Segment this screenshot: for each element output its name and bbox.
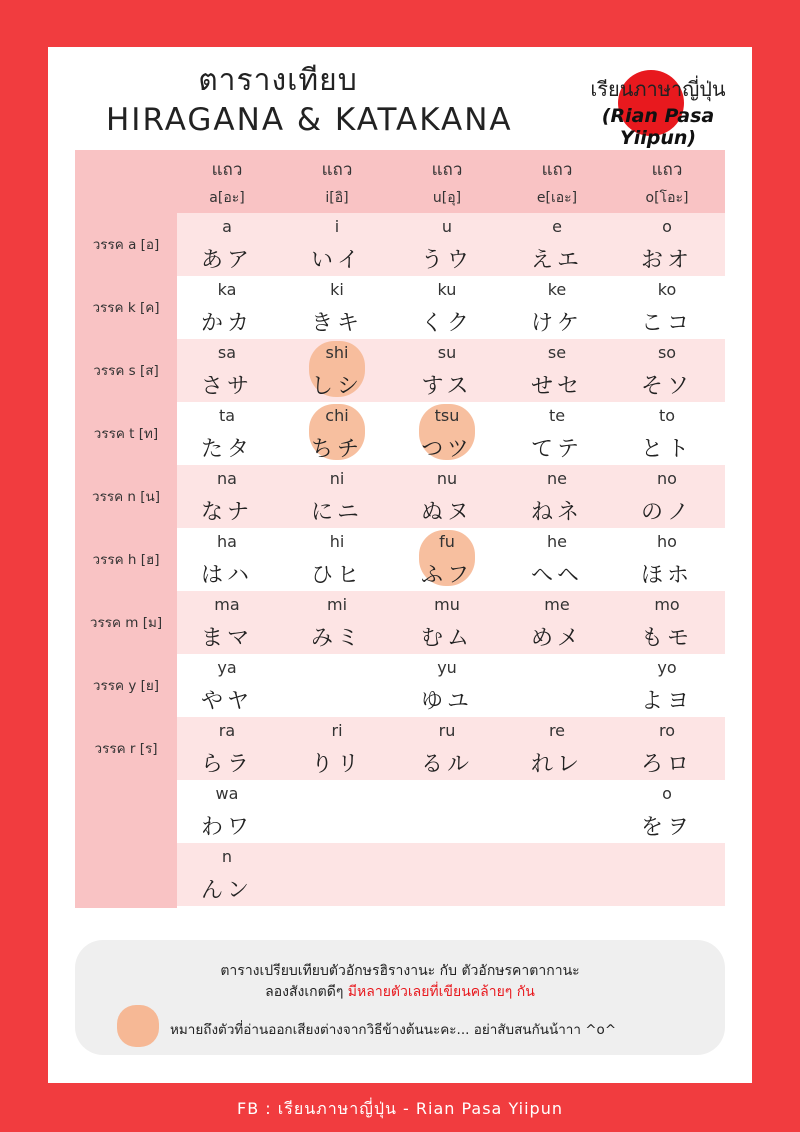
kana-pair: まマ (200, 626, 253, 651)
romaji-label: no (657, 469, 677, 488)
row-label: วรรค h [ฮ] (92, 552, 160, 568)
kana-pair: くク (420, 311, 473, 336)
kana-pair: つツ (421, 437, 473, 462)
romaji-label: te (548, 406, 566, 425)
kana-pair: せセ (530, 374, 583, 399)
row-label: วรรค n [น] (91, 489, 160, 505)
note-box (75, 940, 725, 1055)
logo-english: (Rian Pasa Yiipun) (601, 105, 715, 149)
row-label: วรรค a [อ] (92, 237, 160, 253)
romaji-label: ko (657, 280, 677, 299)
kana-pair: わワ (200, 815, 253, 840)
kana-pair: やヤ (200, 689, 253, 714)
row-label: วรรค y [ย] (92, 678, 160, 694)
column-header-2 (392, 156, 502, 209)
column-header-4 (612, 156, 722, 209)
kana-pair: めメ (530, 626, 583, 651)
kana-pair: けケ (530, 311, 583, 336)
column-header-sub: i[อิ] (325, 190, 349, 206)
kana-pair: ふフ (420, 563, 473, 588)
column-header-title: แถว (431, 160, 463, 180)
kana-pair: のノ (640, 500, 693, 525)
kana-pair: ちチ (310, 437, 363, 462)
romaji-label: ho (657, 532, 677, 551)
romaji-label: so (657, 343, 677, 362)
column-header-1 (282, 156, 392, 209)
kana-pair: とト (640, 437, 693, 462)
romaji-label: n (221, 847, 233, 866)
kana-pair: れレ (530, 752, 583, 777)
column-header-sub: u[อุ] (432, 190, 462, 206)
kana-pair: をヲ (640, 815, 693, 840)
romaji-label: yu (437, 658, 457, 677)
romaji-label: u (441, 217, 453, 236)
romaji-label: ku (437, 280, 457, 299)
romaji-label: mo (654, 595, 680, 614)
romaji-label: mi (326, 595, 348, 614)
column-header-3 (502, 156, 612, 209)
romaji-label: se (547, 343, 567, 362)
romaji-label: ha (217, 532, 237, 551)
note-line-1: ตารางเปรียบเทียบตัวอักษรฮิรางานะ กับ ตัวอักษรคาตากานะ (220, 963, 580, 979)
column-header-title: แถว (651, 160, 683, 180)
romaji-label: na (217, 469, 237, 488)
kana-pair: ぬヌ (420, 500, 473, 525)
romaji-label: ro (658, 721, 675, 740)
kana-pair: たタ (200, 437, 253, 462)
kana-table (75, 150, 725, 908)
kana-pair: んン (200, 878, 253, 903)
row-label: วรรค k [ค] (92, 300, 160, 316)
chart-card (48, 47, 752, 1083)
romaji-label: ta (218, 406, 236, 425)
kana-pair: てテ (530, 437, 583, 462)
romaji-label: hi (329, 532, 345, 551)
row-label: วรรค s [ส] (93, 363, 159, 379)
kana-pair: えエ (530, 248, 583, 273)
title-english: HIRAGANA & KATAKANA (106, 102, 513, 138)
romaji-label: he (547, 532, 567, 551)
kana-pair: ろロ (640, 752, 693, 777)
title-thai: ตารางเทียบ (198, 63, 358, 98)
romaji-label: me (544, 595, 570, 614)
kana-pair: かカ (200, 311, 253, 336)
romaji-label: yo (657, 658, 677, 677)
note-line-2 (75, 981, 725, 1003)
romaji-label: re (548, 721, 566, 740)
romaji-label: ru (438, 721, 456, 740)
kana-pair: みミ (310, 626, 363, 651)
romaji-label: chi (325, 406, 349, 425)
kana-pair: ゆユ (420, 689, 473, 714)
kana-pair: すス (421, 374, 473, 399)
note-line-2-prefix: ลองสังเกตดีๆ (265, 984, 348, 1000)
row-label: วรรค t [ท] (93, 426, 159, 442)
column-header-sub: a[อะ] (209, 190, 245, 206)
romaji-label: ka (217, 280, 237, 299)
column-header-title: แถว (541, 160, 573, 180)
romaji-label: ni (329, 469, 345, 488)
romaji-label: o (662, 217, 672, 236)
logo-thai: เรียนภาษาญี่ปุ่น (590, 77, 726, 101)
note-line-3: หมายถึงตัวที่อ่านออกเสียงต่างจากวิธีข้างต้นนะคะ... อย่าสับสนกันน้าาา ^o^ (170, 1022, 617, 1038)
kana-pair: らラ (200, 752, 253, 777)
kana-pair: そソ (640, 374, 693, 399)
romaji-label: ne (547, 469, 567, 488)
romaji-label: nu (436, 469, 458, 488)
romaji-label: ri (331, 721, 343, 740)
column-header-0 (172, 156, 282, 209)
kana-pair: おオ (640, 248, 693, 273)
footer-credit: FB : เรียนภาษาญี่ปุ่น - Rian Pasa Yiipun (237, 1099, 563, 1118)
romaji-label: e (552, 217, 562, 236)
romaji-label: ra (218, 721, 236, 740)
kana-pair: なナ (200, 500, 253, 525)
romaji-label: a (222, 217, 232, 236)
kana-pair: さサ (200, 374, 253, 399)
column-header-sub: e[เอะ] (536, 190, 578, 206)
column-header-title: แถว (321, 160, 353, 180)
romaji-label: wa (215, 784, 239, 803)
kana-pair: ひヒ (310, 563, 363, 588)
romaji-label: ma (214, 595, 240, 614)
kana-pair: へヘ (530, 563, 583, 588)
romaji-label: tsu (434, 406, 460, 425)
highlight-blob-icon (117, 1005, 159, 1047)
kana-pair: りリ (310, 752, 363, 777)
kana-pair: よヨ (640, 689, 693, 714)
kana-pair: ねネ (530, 500, 583, 525)
romaji-label: mu (434, 595, 460, 614)
romaji-label: ki (330, 280, 344, 299)
romaji-label: su (437, 343, 457, 362)
kana-pair: いイ (310, 248, 363, 273)
column-header-title: แถว (211, 160, 243, 180)
table-header (75, 150, 725, 213)
romaji-label: ke (547, 280, 567, 299)
kana-pair: にニ (310, 500, 363, 525)
kana-pair: むム (420, 626, 473, 651)
romaji-label: shi (325, 343, 349, 362)
kana-pair: うウ (420, 248, 473, 273)
romaji-label: o (662, 784, 672, 803)
kana-pair: もモ (640, 626, 693, 651)
column-header-sub: o[โอะ] (645, 190, 689, 206)
romaji-label: i (334, 217, 340, 236)
note-line-2-highlight: มีหลายตัวเลยที่เขียนคล้ายๆ กัน (347, 984, 535, 1000)
row-label: วรรค m [ม] (89, 615, 163, 631)
kana-pair: るル (420, 752, 473, 777)
romaji-label: to (658, 406, 676, 425)
kana-pair: こコ (640, 311, 693, 336)
kana-pair: はハ (200, 563, 253, 588)
romaji-label: ya (217, 658, 237, 677)
kana-pair: あア (200, 248, 253, 273)
row-label: วรรค r [ร] (94, 741, 158, 757)
kana-pair: しシ (310, 374, 363, 399)
kana-pair: きキ (310, 311, 363, 336)
kana-pair: ほホ (640, 563, 693, 588)
romaji-label: sa (217, 343, 237, 362)
romaji-label: fu (439, 532, 455, 551)
